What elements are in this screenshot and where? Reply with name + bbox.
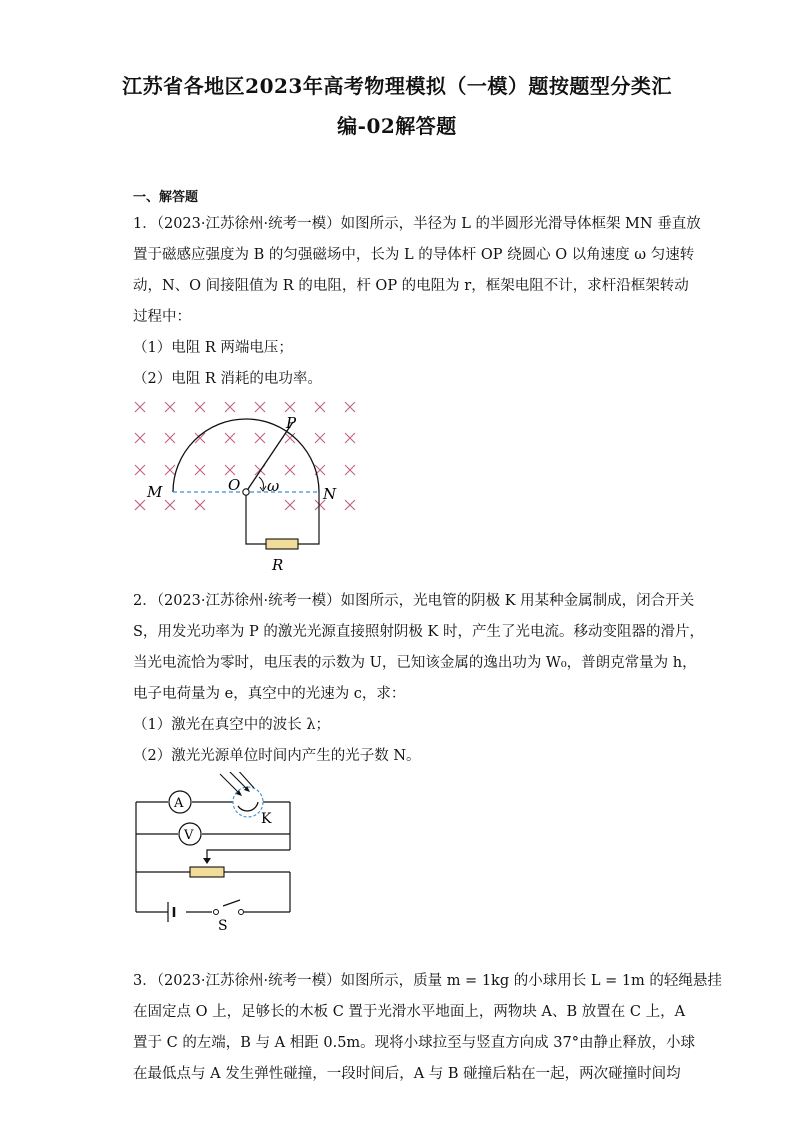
label-cathode-k: K xyxy=(261,811,272,827)
q1-line-3: 动，N、O 间接阻值为 R 的电阻，杆 OP 的电阻为 r，框架电阻不计，求杆沿框架转动 xyxy=(133,278,689,294)
q2-line-4: 电子电荷量为 e，真空中的光速为 c，求： xyxy=(133,686,406,702)
q1-line-1: 1．（2023·江苏徐州·统考一模）如图所示，半径为 L 的半圆形光滑导体框架 MN 垂直放 xyxy=(133,216,701,232)
label-p: P xyxy=(286,414,297,432)
field-cross-icon xyxy=(225,433,235,443)
field-cross-icon xyxy=(135,402,145,412)
field-cross-icon xyxy=(195,465,205,475)
q3-line-3: 置于 C 的左端，B 与 A 相距 0.5m。现将小球拉至与竖直方向成 37°由静止释放，小球 xyxy=(133,1035,695,1051)
pivot-point-o xyxy=(243,489,249,495)
label-switch-s: S xyxy=(218,918,228,932)
switch-contact xyxy=(214,910,219,915)
label-o: O xyxy=(228,476,241,494)
q1-figure-magnetic-field xyxy=(125,392,370,577)
q3-line-4: 在最低点与 A 发生弹性碰撞，一段时间后，A 与 B 碰撞后粘在一起，两次碰撞时间均 xyxy=(133,1066,681,1082)
field-cross-icon xyxy=(135,433,145,443)
field-cross-icon xyxy=(315,433,325,443)
field-cross-icon xyxy=(165,433,175,443)
field-cross-icon xyxy=(285,402,295,412)
q1-subquestion-2: （2）电阻 R 消耗的电功率。 xyxy=(133,371,322,387)
rheostat xyxy=(190,867,224,877)
field-cross-icon xyxy=(255,402,265,412)
q3-line-1: 3．（2023·江苏徐州·统考一模）如图所示，质量 m = 1kg 的小球用长 L = 1m 的轻绳悬挂 xyxy=(133,973,722,989)
field-cross-icon xyxy=(255,433,265,443)
rotation-arrow xyxy=(259,477,264,489)
field-cross-icon xyxy=(345,433,355,443)
q2-figure-photoelectric-circuit xyxy=(128,772,298,932)
q3-line-2: 在固定点 O 上，足够长的木板 C 置于光滑水平地面上，两物块 A、B 放置在 C 上，A xyxy=(133,1004,686,1020)
resistor-r xyxy=(266,539,298,549)
field-cross-icon xyxy=(135,465,145,475)
rheostat-slider-icon xyxy=(203,858,211,864)
field-cross-icon xyxy=(165,402,175,412)
document-title-line-1: 江苏省各地区2023年高考物理模拟（一模）题按题型分类汇 xyxy=(122,74,672,98)
field-cross-icon xyxy=(315,402,325,412)
label-n: N xyxy=(323,485,337,503)
q1-subquestion-1: （1）电阻 R 两端电压； xyxy=(133,340,293,356)
field-cross-icon xyxy=(225,465,235,475)
q2-line-1: 2．（2023·江苏徐州·统考一模）如图所示，光电管的阴极 K 用某种金属制成，闭合开关 xyxy=(133,593,695,609)
field-cross-icon xyxy=(285,500,295,510)
field-cross-icon xyxy=(345,465,355,475)
field-cross-icon xyxy=(195,402,205,412)
label-voltmeter: V xyxy=(184,828,194,843)
field-cross-icon xyxy=(135,500,145,510)
field-cross-icon xyxy=(225,402,235,412)
q2-line-3: 当光电流恰为零时，电压表的示数为 U，已知该金属的逸出功为 W₀，普朗克常量为 h， xyxy=(133,655,697,671)
field-cross-icon xyxy=(345,500,355,510)
field-cross-icon xyxy=(195,500,205,510)
section-heading: 一、解答题 xyxy=(133,190,199,205)
field-cross-icon xyxy=(165,500,175,510)
label-omega: ω xyxy=(267,477,280,495)
field-cross-icon xyxy=(345,402,355,412)
label-r: R xyxy=(272,556,284,574)
document-title-line-2: 编-02解答题 xyxy=(337,114,457,138)
field-cross-icon xyxy=(285,465,295,475)
q2-subquestion-2: （2）激光光源单位时间内产生的光子数 N。 xyxy=(133,748,421,764)
q1-line-4: 过程中： xyxy=(133,309,191,325)
q1-line-2: 置于磁感应强度为 B 的匀强磁场中，长为 L 的导体杆 OP 绕圆心 O 以角速度 ω 匀速转 xyxy=(133,247,695,263)
q2-subquestion-1: （1）激光在真空中的波长 λ； xyxy=(133,717,331,733)
label-m: M xyxy=(147,483,163,501)
q2-line-2: S，用发光功率为 P 的激光光源直接照射阴极 K 时，产生了光电流。移动变阻器的滑片， xyxy=(133,624,704,640)
semicircle-frame xyxy=(173,419,319,492)
field-cross-icon xyxy=(165,465,175,475)
label-ammeter: A xyxy=(174,796,184,811)
